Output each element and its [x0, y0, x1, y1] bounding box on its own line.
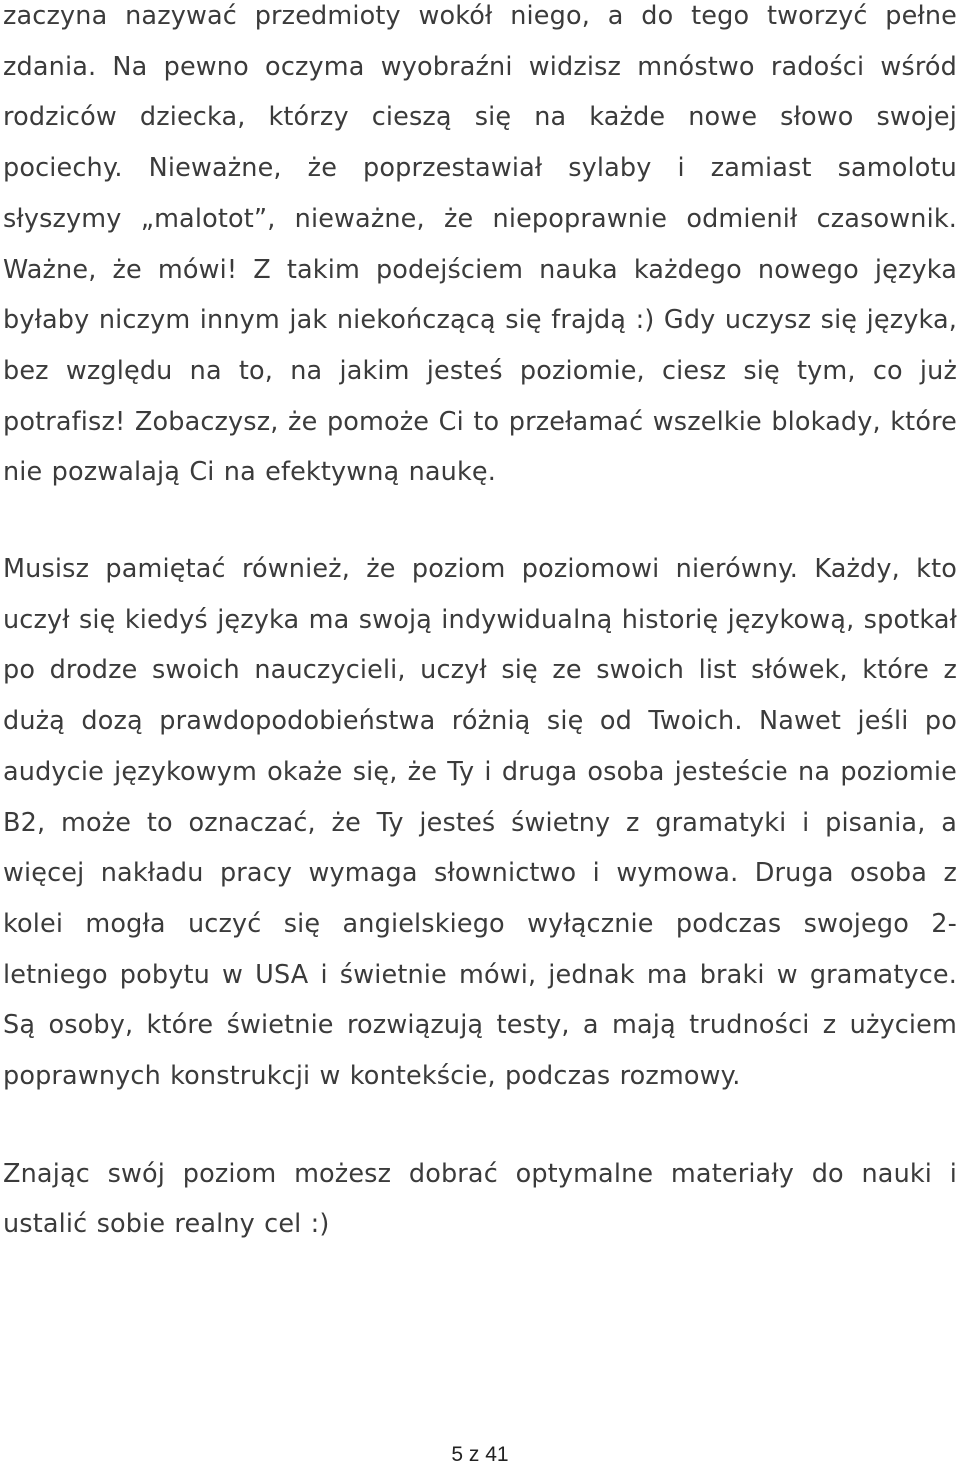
page-number: 5 z 41 [451, 1443, 509, 1466]
paragraph-2: Musisz pamiętać również, że poziom poziomowi nierówny. Każdy, kto uczył się kiedyś języka ma swoją indywidualną historię językową, spotkał po drodze swoich nauczycieli, uczył się ze swoich list słówek, które z dużą dozą prawdopodobieństwa różnią się od Twoich. Nawet jeśli po audycie językowym okaże się, że Ty i druga osoba jesteście na poziomie B2, może to oznaczać, że Ty jesteś świetny z gramatyki i pisania, a więcej nakładu pracy wymaga słownictwo i wymowa. Druga osoba z kolei mogła uczyć się angielskiego wyłącznie podczas swojego 2-letniego pobytu w USA i świetnie mówi, jednak ma braki w gramatyce. Są osoby, które świetnie rozwiązują testy, a mają trudności z użyciem poprawnych konstrukcji w kontekście, podczas rozmowy. [3, 554, 957, 1092]
paragraph-1: zaczyna nazywać przedmioty wokół niego, a do tego tworzyć pełne zdania. Na pewno oczyma wyobraźni widzisz mnóstwo radości wśród rodziców dziecka, którzy cieszą się na każde nowe słowo swojej pociechy. Nieważne, że poprzestawiał sylaby i zamiast samolotu słyszymy „malotot”, nieważne, że niepoprawnie odmienił czasownik. Ważne, że mówi! Z takim podejściem nauka każdego nowego języka byłaby niczym innym jak niekończącą się frajdą :) Gdy uczysz się języka, bez względu na to, na jakim jesteś poziomie, ciesz się tym, co już potrafisz! Zobaczysz, że pomoże Ci to przełamać wszelkie blokady, które nie pozwalają Ci na efektywną naukę. [3, 1, 957, 488]
document-page [3, 0, 957, 1250]
paragraph-3: Znając swój poziom możesz dobrać optymalne materiały do nauki i ustalić sobie realny cel :) [3, 1158, 957, 1240]
